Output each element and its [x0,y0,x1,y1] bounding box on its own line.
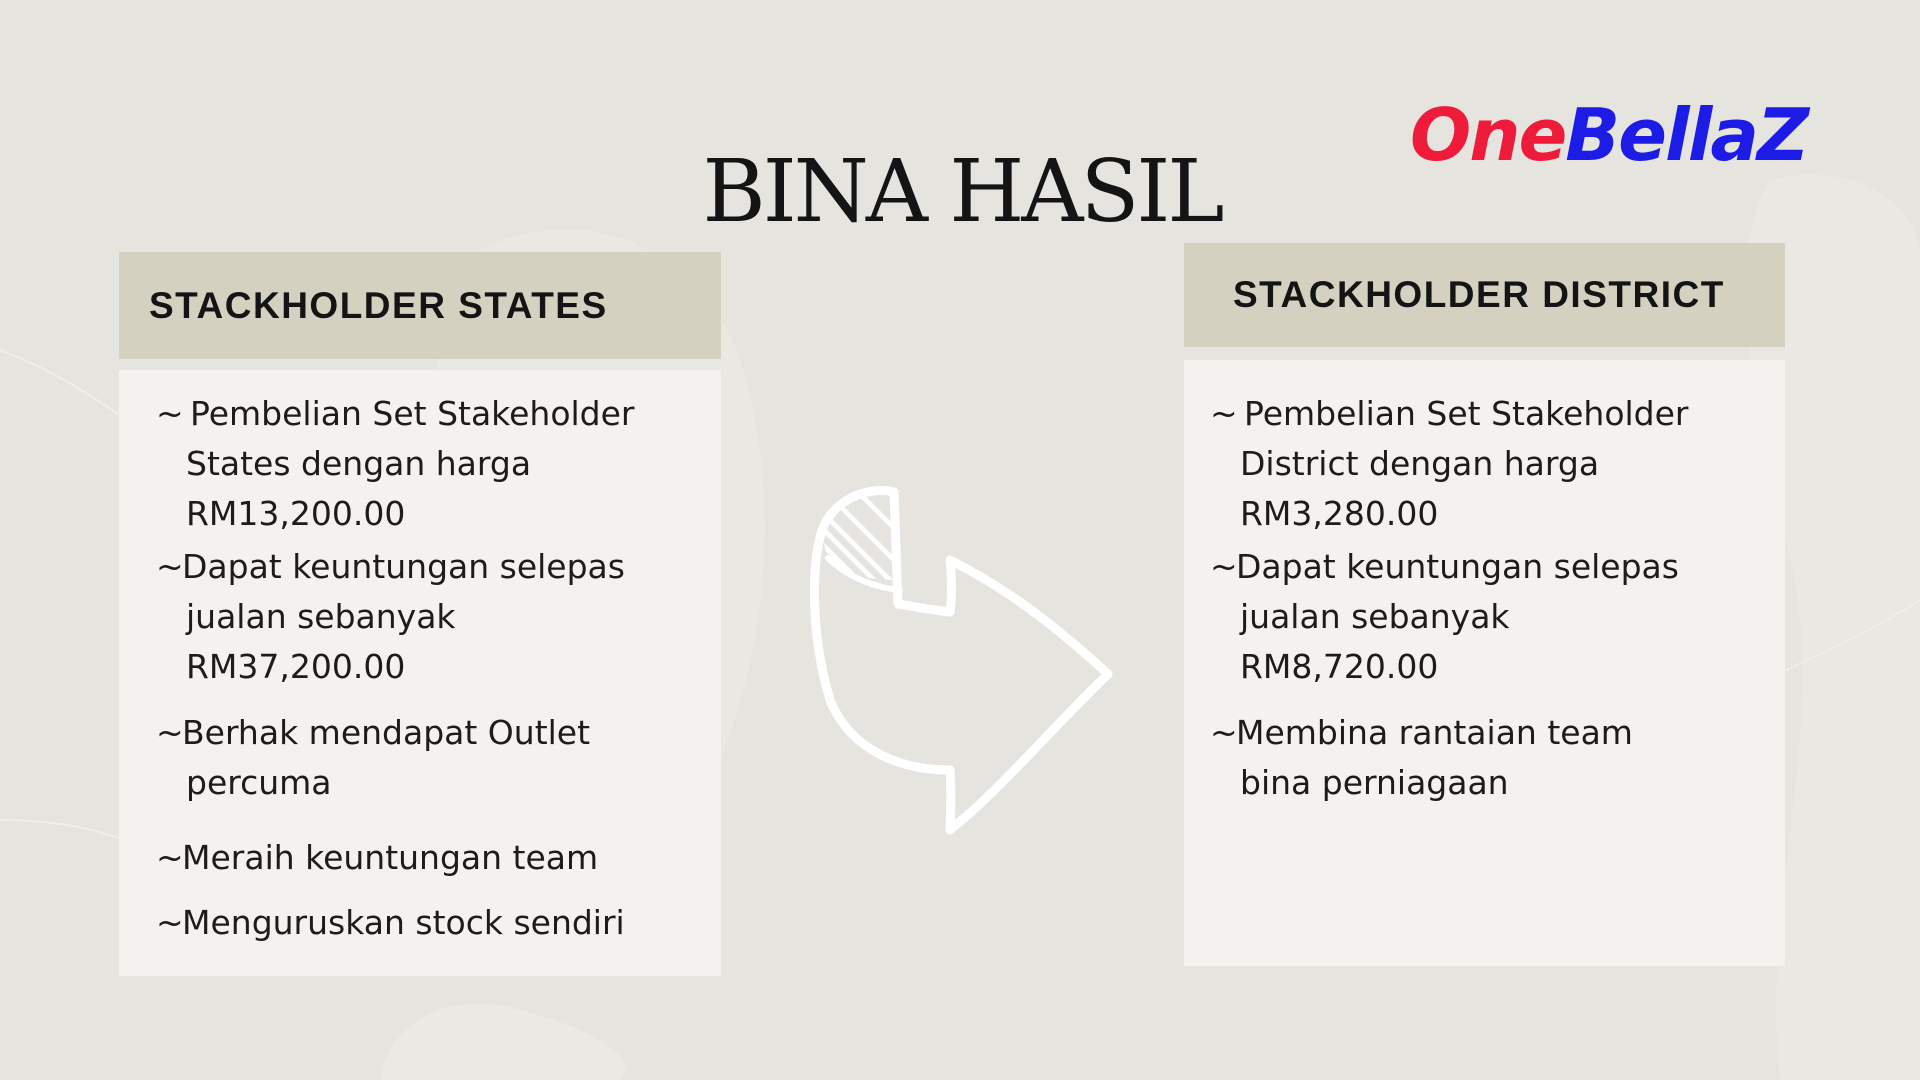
states-item-stock [156,898,625,948]
bullet-tilde: ~ [1210,394,1238,433]
bullet-tilde: ~ [156,547,184,586]
header-label: STACKHOLDER DISTRICT [1233,274,1725,315]
item-line: RM13,200.00 [186,494,406,533]
item-line: Membina rantaian team [1236,713,1633,752]
item-line: RM37,200.00 [186,647,406,686]
bullet-tilde: ~ [156,394,184,433]
item-line: RM3,280.00 [1240,494,1439,533]
header-stackholder-district [1184,243,1785,347]
bullet-tilde: ~ [156,903,184,942]
bullet-tilde: ~ [156,838,184,877]
page-title: BINA HASIL [702,142,1222,242]
header-stackholder-states [119,252,721,359]
item-line: Pembelian Set Stakeholder [1244,394,1689,433]
item-line: Meraih keuntungan team [182,838,599,877]
item-line: Menguruskan stock sendiri [182,903,625,942]
item-line: jualan sebanyak [186,597,456,636]
header-label: STACKHOLDER STATES [149,284,608,326]
brand-logo [1410,95,1807,175]
states-item-team [156,833,598,883]
item-line: jualan sebanyak [1240,597,1510,636]
states-item-outlet [156,708,590,808]
logo-part-bellaz: BellaZ [1565,93,1808,177]
item-line: District dengan harga [1240,444,1600,483]
district-item-purchase [1210,389,1689,539]
logo-part-one: One [1410,93,1566,177]
bullet-tilde: ~ [1210,713,1238,752]
states-item-purchase [156,389,635,539]
bullet-tilde: ~ [1210,547,1238,586]
district-item-team-chain [1210,708,1633,808]
item-line: percuma [186,763,332,802]
item-line: Pembelian Set Stakeholder [190,394,635,433]
item-line: Berhak mendapat Outlet [182,713,591,752]
states-item-profit [156,542,625,692]
district-item-profit [1210,542,1679,692]
hand-drawn-arrow-icon [800,480,1120,840]
item-line: bina perniagaan [1240,763,1509,802]
item-line: Dapat keuntungan selepas [1236,547,1679,586]
item-line: RM8,720.00 [1240,647,1439,686]
item-line: Dapat keuntungan selepas [182,547,625,586]
item-line: States dengan harga [186,444,532,483]
bullet-tilde: ~ [156,713,184,752]
